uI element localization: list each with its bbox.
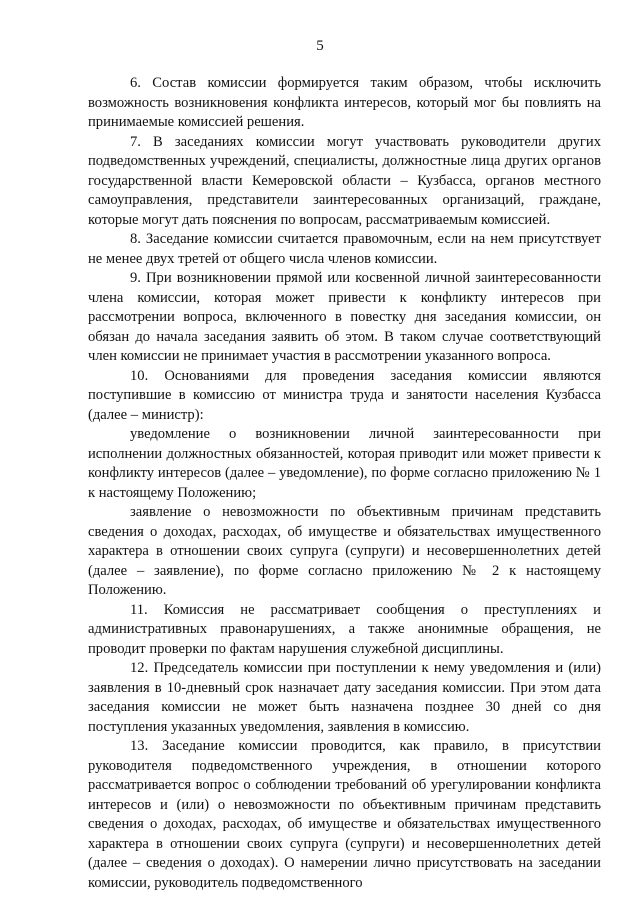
paragraph-8: 8. Заседание комиссии считается правомочным, если на нем присутствует не менее двух третей от общего числа членов комиссии.: [88, 231, 601, 267]
paragraph-10-statement: заявление о невозможности по объективным причинам представить сведения о доходах, расходах, об имуществе и обязательствах имущественного характера в отношении своих супруга (супруги) и несовершеннолетних детей (далее – заявление), по форме согласно приложению № 2 к настоящему Положению.: [88, 504, 601, 598]
paragraph-7: 7. В заседаниях комиссии могут участвовать руководители других подведомственных учреждений, специалисты, должностные лица других органов государственной власти Кемеровской области – Кузбасса, органов местного самоуправления, представители заинтересованных организаций, граждане, которые могут дать пояснения по вопросам, рассматриваемым комиссией.: [88, 133, 601, 228]
paragraph-6: 6. Состав комиссии формируется таким образом, чтобы исключить возможность возникновения конфликта интересов, который мог бы повлиять на принимаемые комиссией решения.: [88, 75, 601, 130]
page-body: [88, 74, 601, 893]
paragraph-9: 9. При возникновении прямой или косвенной личной заинтересованности члена комиссии, которая может привести к конфликту интересов при рассмотрении вопроса, включенного в повестку дня заседания комиссии, он обязан до начала заседания заявить об этом. В таком случае соответствующий член комиссии не принимает участия в рассмотрении указанного вопроса.: [88, 270, 601, 364]
paragraph-12: 12. Председатель комиссии при поступлении к нему уведомления и (или) заявления в 10-дневный срок назначает дату заседания комиссии. При этом дата заседания комиссии не может быть назначена позднее 30 дней со дня поступления указанных уведомления, заявления в комиссию.: [88, 660, 601, 735]
paragraph-10-notice: уведомление о возникновении личной заинтересованности при исполнении должностных обязанностей, которая приводит или может привести к конфликту интересов (далее – уведомление), по форме согласно приложению № 1 к настоящему Положению;: [88, 426, 601, 501]
paragraph-13: 13. Заседание комиссии проводится, как правило, в присутствии руководителя подведомственного учреждения, в отношении которого рассматривается вопрос о соблюдении требований об урегулировании конфликта интересов и (или) о невозможности по объективным причинам представить сведения о доходах, расходах, об имуществе и обязательствах имущественного характера в отношении своих супруга (супруги) и несовершеннолетних детей (далее – сведения о доходах). О намерении лично присутствовать на заседании комиссии, руководитель подведомственного: [88, 738, 601, 891]
page-number: 5: [316, 38, 324, 54]
paragraph-10: 10. Основаниями для проведения заседания комиссии являются поступившие в комиссию от министра труда и занятости населения Кузбасса (далее – министр):: [88, 367, 601, 423]
paragraph-11: 11. Комиссия не рассматривает сообщения о преступлениях и административных правонарушениях, а также анонимные обращения, не проводит проверки по фактам нарушения служебной дисциплины.: [88, 601, 601, 657]
